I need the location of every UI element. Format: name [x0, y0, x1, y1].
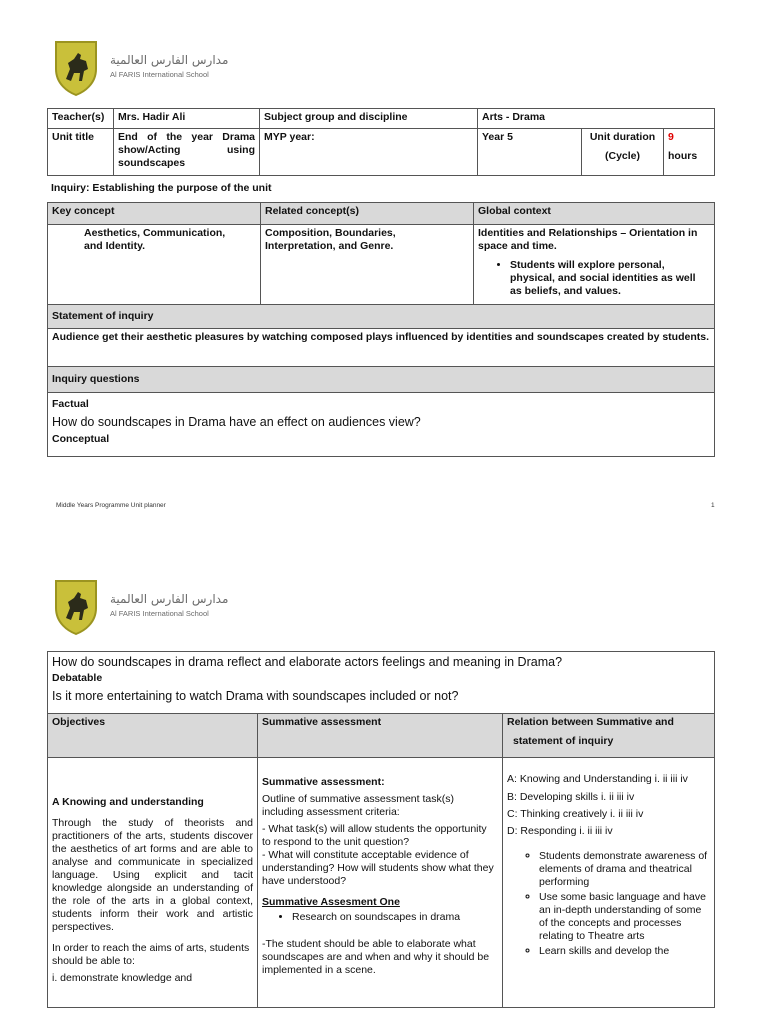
related-concepts-label: Related concept(s): [261, 203, 474, 225]
relation-label-line1: Relation between Summative and: [507, 716, 674, 728]
objectives-paragraph: Through the study of theorists and practitioners of the arts, students discover the aesthetics of art forms and are able to analyse and communicate in specialized language. Using explicit and tacit knowledge alongside an understanding of the role of the arts in a global context, students inform their work and artistic perspectives.: [52, 817, 253, 933]
summative-question-2: - What will constitute acceptable evidence of understanding? How will students show what they have understood?: [262, 849, 494, 887]
logo-english-text: Al FARIS International School: [110, 609, 209, 618]
teacher-value: Mrs. Hadir Ali: [114, 109, 260, 129]
myp-year-label: MYP year:: [260, 129, 478, 176]
factual-question: How do soundscapes in Drama have an effect on audiences view?: [52, 415, 421, 429]
unit-title-value: End of the year Drama show/Acting using soundscapes: [114, 129, 260, 176]
relation-list-item: ◦ Learn skills and develop the: [539, 945, 710, 958]
subject-label: Subject group and discipline: [260, 109, 478, 129]
conceptual-label: Conceptual: [52, 433, 110, 445]
global-context-bullet: • Students will explore personal, physical, and social identities as well as beliefs, and values.: [510, 259, 710, 298]
unit-info-table: [47, 108, 715, 176]
statement-value: Audience get their aesthetic pleasures by watching composed plays influenced by identities and soundscapes created by students.: [48, 329, 715, 367]
objectives-heading: A Knowing and understanding: [52, 796, 204, 808]
summative-one-heading: Summative Assesment One: [262, 896, 400, 908]
relation-label-line2: statement of inquiry: [513, 735, 614, 747]
factual-label: Factual: [52, 398, 89, 410]
summative-one-text: -The student should be able to elaborate what soundscapes are and when and why it should be implemented in a scene.: [262, 938, 490, 976]
school-logo-page2: [52, 576, 229, 646]
duration-cycle-text: (Cycle): [604, 150, 640, 162]
questions-cell: [48, 652, 715, 714]
summative-cell: [258, 758, 503, 1008]
relation-criterion-d: D: Responding i. ii iii iv: [507, 825, 613, 837]
year-value: Year 5: [478, 129, 582, 176]
global-context-cell: [474, 225, 715, 305]
inquiry-questions-label: Inquiry questions: [48, 367, 715, 393]
relation-criterion-a: A: Knowing and Understanding i. ii iii iv: [507, 773, 688, 785]
summative-one-bullet: • Research on soundscapes in drama: [292, 911, 498, 924]
global-context-label: Global context: [474, 203, 715, 225]
shield-horse-icon: [54, 39, 98, 97]
summative-label: Summative assessment: [258, 714, 503, 758]
duration-label-text: Unit duration: [589, 131, 656, 143]
relation-criterion-c: C: Thinking creatively i. ii iii iv: [507, 808, 644, 820]
subject-value: Arts - Drama: [478, 109, 715, 129]
key-concept-value: Aesthetics, Communication, and Identity.: [48, 225, 261, 305]
conceptual-question: How do soundscapes in drama reflect and elaborate actors feelings and meaning in Drama?: [52, 655, 563, 669]
summative-one-list: [262, 911, 498, 924]
logo-arabic-text: مدارس الفارس العالمية: [110, 592, 229, 606]
debatable-label: Debatable: [52, 672, 103, 684]
unit-duration-value: [664, 129, 715, 176]
summative-heading: Summative assessment:: [262, 776, 385, 788]
duration-number: 9: [668, 131, 674, 143]
relation-list-item: ◦ Use some basic language and have an in-depth understanding of some of the concepts and processes relating to Theatre arts: [539, 891, 710, 943]
footer-title: Middle Years Programme Unit planner: [56, 502, 166, 509]
relation-cell: [503, 758, 715, 1008]
objectives-cell: [48, 758, 258, 1008]
objectives-item-1: i. demonstrate knowledge and: [52, 972, 193, 984]
unit-title-label: Unit title: [48, 129, 114, 176]
statement-label: Statement of inquiry: [48, 305, 715, 329]
relation-list: [507, 850, 710, 958]
relation-criterion-b: B: Developing skills i. ii iii iv: [507, 791, 635, 803]
teacher-label: Teacher(s): [48, 109, 114, 129]
objectives-label: Objectives: [48, 714, 258, 758]
assessment-table: [47, 651, 715, 1008]
summative-outline: Outline of summative assessment task(s) including assessment criteria:: [262, 793, 454, 818]
related-concepts-value: Composition, Boundaries, Interpretation, and Genre.: [261, 225, 474, 305]
global-context-list: [478, 259, 710, 298]
summative-question-1: - What task(s) will allow students the opportunity to respond to the unit question?: [262, 823, 487, 848]
duration-unit: hours: [668, 150, 698, 162]
inquiry-table: [47, 202, 715, 457]
global-context-value: Identities and Relationships – Orientation in space and time.: [478, 227, 698, 252]
school-logo: [52, 37, 229, 107]
logo-arabic-text: مدارس الفارس العالمية: [110, 53, 229, 67]
footer-page-number: 1: [711, 502, 715, 509]
key-concept-label: Key concept: [48, 203, 261, 225]
relation-list-item: ◦ Students demonstrate awareness of elements of drama and theatrical performing: [539, 850, 710, 889]
objectives-paragraph-2: In order to reach the aims of arts, students should be able to:: [52, 942, 250, 967]
shield-horse-icon: [54, 578, 98, 636]
inquiry-heading: Inquiry: Establishing the purpose of the unit: [51, 182, 272, 194]
unit-duration-label: [582, 129, 664, 176]
logo-english-text: Al FARIS International School: [110, 70, 209, 79]
inquiry-questions-cell: [48, 393, 715, 457]
relation-label: [503, 714, 715, 758]
debatable-question: Is it more entertaining to watch Drama with soundscapes included or not?: [52, 689, 459, 703]
